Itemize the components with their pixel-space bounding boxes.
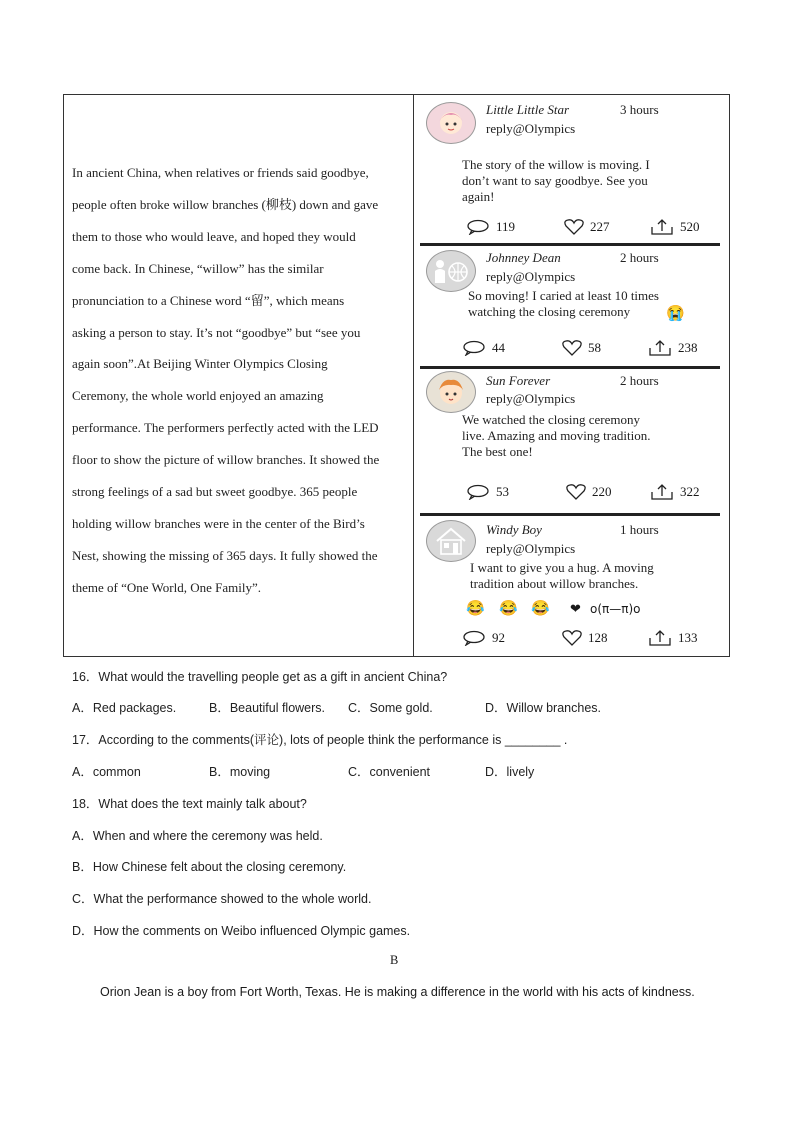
post-username[interactable]: Johnney Dean [486, 250, 561, 265]
like-button[interactable] [562, 630, 608, 646]
heart-icon [566, 484, 586, 500]
post-body-line: don’t want to say goodbye. See you [462, 173, 648, 188]
share-count: 133 [678, 630, 698, 645]
post-time: 2 hours [620, 373, 659, 388]
post-body-line: The story of the willow is moving. I [462, 157, 650, 172]
post-body-line: So moving! I caried at least 10 times [468, 288, 659, 303]
share-button[interactable] [648, 630, 698, 646]
comment-icon [462, 630, 486, 646]
post-time: 3 hours [620, 102, 659, 117]
emoticon-text: o(π—π)o [590, 602, 641, 616]
post-separator [420, 366, 720, 369]
post-time: 1 hours [620, 522, 659, 537]
avatar [426, 520, 476, 562]
post-body-line: watching the closing ceremony [468, 304, 631, 319]
heart-icon [562, 340, 582, 356]
passage-line: Nest, showing the missing of 365 days. It fully showed the [72, 547, 378, 563]
post-body [462, 157, 712, 205]
like-button[interactable] [566, 484, 612, 500]
post-reply[interactable]: reply@Olympics [486, 541, 576, 556]
passage-line: again soon”.At Beijing Winter Olympics Closing [72, 356, 328, 372]
like-button[interactable] [562, 340, 601, 356]
share-icon [648, 630, 672, 646]
avatar [426, 102, 476, 144]
post-body-line: I want to give you a hug. A moving [470, 560, 654, 575]
crying-emoji-icon: 😭 [666, 305, 685, 322]
post-username[interactable]: Little Little Star [486, 102, 570, 117]
comment-button[interactable] [462, 630, 505, 646]
avatar [426, 371, 476, 413]
share-button[interactable] [648, 340, 698, 356]
post-body [462, 412, 712, 460]
post-username[interactable]: Sun Forever [486, 373, 551, 388]
comment-count: 119 [496, 219, 516, 234]
post-username[interactable]: Windy Boy [486, 522, 542, 537]
heart-filled-icon: ❤ [570, 601, 581, 616]
share-icon [648, 340, 672, 356]
answer-option[interactable]: B．How Chinese felt about the closing ceremony. [72, 860, 347, 874]
passage-line: In ancient China, when relatives or friends said goodbye, [72, 165, 369, 180]
avatar [426, 250, 476, 292]
comment-count: 44 [492, 340, 505, 355]
post-body [470, 560, 720, 592]
like-count: 128 [588, 630, 608, 645]
post-body-line: again! [462, 189, 495, 204]
reading-passage [72, 157, 406, 604]
passage-line: pronunciation to a Chinese word “留”, which means [72, 292, 345, 308]
laughing-emoji-icon: 😂 [466, 600, 485, 617]
column-divider [413, 95, 414, 656]
passage-line: asking a person to stay. It’s not “goodbye” but “see you [72, 324, 361, 340]
post-stats [460, 340, 720, 360]
passage-line: holding willow branches were in the center of the Bird’s [72, 515, 365, 531]
post-stats [460, 630, 720, 650]
passage-line: theme of “One World, One Family”. [72, 579, 261, 595]
post-stats [460, 484, 720, 504]
post-stats [460, 219, 720, 239]
post-separator [420, 243, 720, 246]
share-button[interactable] [650, 219, 700, 235]
weibo-post [420, 371, 720, 511]
answer-option[interactable]: D．Willow branches. [485, 701, 602, 715]
post-body-line: We watched the closing ceremony [462, 412, 640, 427]
answer-option[interactable]: C．Some gold. [348, 701, 433, 715]
share-icon [650, 219, 674, 235]
post-body-line: live. Amazing and moving tradition. [462, 428, 651, 443]
share-count: 520 [680, 219, 700, 234]
comment-button[interactable] [462, 340, 505, 356]
post-body-line: tradition about willow branches. [470, 576, 639, 591]
question-stem: 18．What does the text mainly talk about? [72, 797, 307, 811]
answer-option[interactable]: A．common [72, 765, 141, 779]
question-stem: 16．What would the travelling people get as a gift in ancient China? [72, 670, 448, 684]
like-count: 220 [592, 484, 612, 499]
comment-count: 92 [492, 630, 505, 645]
laughing-emoji-icon: 😂 [499, 600, 518, 617]
answer-option[interactable]: A．When and where the ceremony was held. [72, 829, 323, 843]
post-time: 2 hours [620, 250, 659, 265]
share-icon [650, 484, 674, 500]
question-stem: 17．According to the comments(评论), lots of people think the performance is ________ . [72, 733, 568, 747]
answer-option[interactable]: B．moving [209, 765, 271, 779]
passage-line: floor to show the picture of willow branches. It showed the [72, 452, 380, 468]
post-separator [420, 513, 720, 516]
weibo-post [420, 520, 720, 655]
section-intro: Orion Jean is a boy from Fort Worth, Texas. He is making a difference in the world with his acts of kindness. [100, 985, 695, 999]
comment-icon [462, 340, 486, 356]
answer-option[interactable]: C．convenient [348, 765, 430, 779]
weibo-post [420, 248, 720, 364]
post-body-line: The best one! [462, 444, 533, 459]
share-count: 322 [680, 484, 700, 499]
answer-option[interactable]: B．Beautiful flowers. [209, 701, 326, 715]
heart-icon [564, 219, 584, 235]
post-reply[interactable]: reply@Olympics [486, 391, 576, 406]
section-label: B [390, 953, 399, 967]
passage-line: people often broke willow branches (柳枝) down and gave [72, 196, 379, 212]
share-button[interactable] [650, 484, 700, 500]
like-count: 227 [590, 219, 610, 234]
passage-line: strong feelings of a sad but sweet goodbye. 365 people [72, 484, 358, 500]
weibo-post [420, 100, 720, 240]
comment-count: 53 [496, 484, 509, 499]
passage-line: performance. The performers perfectly acted with the LED [72, 420, 379, 436]
heart-icon [562, 630, 582, 646]
passage-line: them to those who would leave, and hoped they would [72, 228, 356, 244]
answer-option[interactable]: D．lively [485, 765, 535, 779]
comment-button[interactable] [466, 219, 515, 235]
laughing-emoji-icon: 😂 [531, 600, 550, 617]
post-reply[interactable]: reply@Olympics [486, 121, 576, 136]
answer-option[interactable]: A．Red packages. [72, 701, 177, 715]
post-reply[interactable]: reply@Olympics [486, 269, 576, 284]
passage-line: Ceremony, the whole world enjoyed an amazing [72, 388, 324, 404]
answer-option[interactable]: D．How the comments on Weibo influenced Olympic games. [72, 924, 411, 938]
passage-line: come back. In Chinese, “willow” has the similar [72, 260, 324, 276]
answer-option[interactable]: C．What the performance showed to the whole world. [72, 892, 372, 906]
comment-button[interactable] [466, 484, 509, 500]
comment-icon [466, 219, 490, 235]
share-count: 238 [678, 340, 698, 355]
comment-icon [466, 484, 490, 500]
like-button[interactable] [564, 219, 610, 235]
like-count: 58 [588, 340, 601, 355]
